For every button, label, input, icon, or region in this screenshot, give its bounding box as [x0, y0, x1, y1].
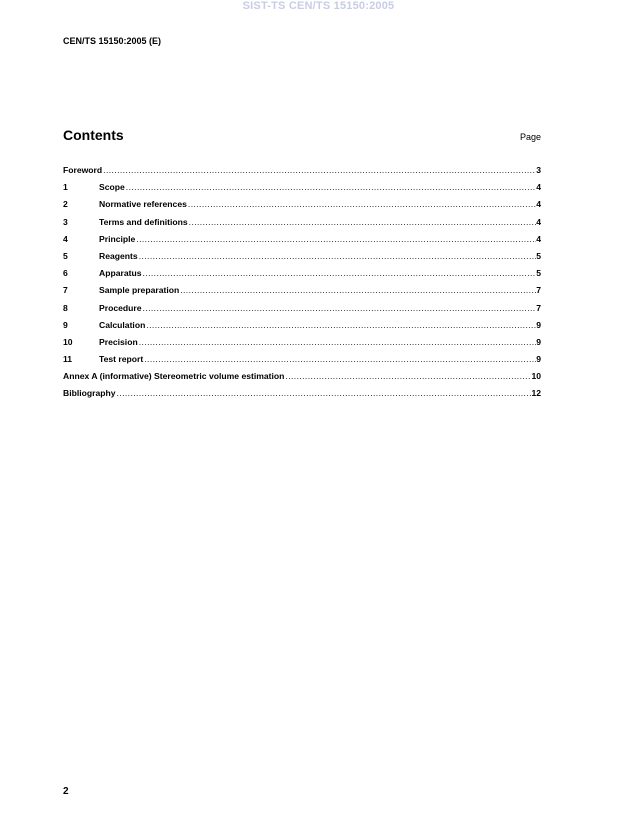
- toc-leader-dots: [146, 319, 536, 331]
- toc-entry-number: 4: [63, 233, 68, 244]
- toc-leader-dots: [143, 302, 536, 314]
- toc-entry-page: 4: [536, 199, 541, 210]
- toc-entry-number: 10: [63, 336, 73, 347]
- toc-entry[interactable]: [63, 387, 541, 404]
- toc-entry[interactable]: [63, 233, 541, 250]
- toc-entry-page: 3: [536, 165, 541, 175]
- toc-entry-number: 6: [63, 268, 68, 279]
- toc-entry-page: 9: [536, 354, 541, 365]
- toc-entry-title: Reagents: [99, 250, 138, 261]
- toc-entry-title: Scope: [99, 182, 125, 193]
- toc-entry[interactable]: [63, 181, 541, 198]
- toc-entry-title: Calculation: [99, 319, 146, 330]
- toc-leader-dots: [136, 233, 536, 245]
- toc-entry-page: 9: [536, 336, 541, 347]
- toc-entry[interactable]: [63, 302, 541, 319]
- toc-entry[interactable]: [63, 216, 541, 233]
- toc-entry-page: 5: [536, 268, 541, 279]
- watermark: SIST-TS CEN/TS 15150:2005: [242, 0, 395, 12]
- toc-entry-page: 4: [536, 216, 541, 227]
- toc-leader-dots: [180, 284, 536, 296]
- toc-leader-dots: [143, 267, 537, 279]
- toc-entry-page: 9: [536, 319, 541, 330]
- toc-entry-page: 12: [531, 388, 541, 399]
- toc-entry[interactable]: [63, 370, 541, 387]
- toc-entry-number: 7: [63, 285, 68, 296]
- toc-entry-page: 7: [536, 302, 541, 313]
- toc-entry-number: 11: [63, 354, 73, 365]
- toc-entry[interactable]: [63, 284, 541, 301]
- toc-entry[interactable]: [63, 164, 541, 181]
- toc-entry-page: 10: [531, 371, 541, 382]
- toc-entry-page: 7: [536, 285, 541, 296]
- toc-entry-number: 3: [63, 216, 68, 227]
- toc-entry-title: Apparatus: [99, 268, 142, 279]
- toc-entry-title: Precision: [99, 336, 138, 347]
- toc-leader-dots: [139, 336, 536, 348]
- toc-entry-number: 5: [63, 250, 68, 261]
- toc-entry-page: 4: [536, 182, 541, 193]
- toc-entry[interactable]: [63, 198, 541, 215]
- contents-heading: Contents: [63, 127, 124, 143]
- toc-entry[interactable]: [63, 250, 541, 267]
- toc-leader-dots: [188, 198, 536, 210]
- toc-entry-title: Bibliography: [63, 388, 116, 399]
- page-column-label: Page: [519, 132, 541, 142]
- toc-entry[interactable]: [63, 319, 541, 336]
- toc-leader-dots: [144, 353, 536, 365]
- toc-entry-title: Test report: [99, 354, 144, 365]
- table-of-contents: [63, 164, 541, 405]
- toc-entry-title: Terms and definitions: [99, 216, 188, 227]
- toc-leader-dots: [103, 164, 536, 176]
- toc-entry-page: 5: [536, 250, 541, 261]
- toc-entry-number: 9: [63, 319, 68, 330]
- toc-entry-title: Principle: [99, 233, 136, 244]
- toc-entry-number: 1: [63, 182, 68, 193]
- toc-leader-dots: [139, 250, 536, 262]
- toc-entry[interactable]: [63, 353, 541, 370]
- toc-entry[interactable]: [63, 336, 541, 353]
- toc-leader-dots: [189, 216, 536, 228]
- page-number: 2: [63, 786, 69, 797]
- toc-leader-dots: [285, 370, 531, 382]
- toc-entry-title: Annex A (informative) Stereometric volume estimation: [63, 371, 285, 382]
- document-id: CEN/TS 15150:2005 (E): [63, 36, 162, 46]
- toc-entry-title: Sample preparation: [99, 285, 180, 296]
- toc-entry-title: Procedure: [99, 302, 142, 313]
- toc-entry-number: 8: [63, 302, 68, 313]
- toc-entry-title: Normative references: [99, 199, 187, 210]
- toc-leader-dots: [117, 387, 532, 399]
- toc-entry-title: Foreword: [63, 165, 103, 175]
- toc-leader-dots: [126, 181, 536, 193]
- toc-entry[interactable]: [63, 267, 541, 284]
- toc-entry-number: 2: [63, 199, 68, 210]
- toc-entry-page: 4: [536, 233, 541, 244]
